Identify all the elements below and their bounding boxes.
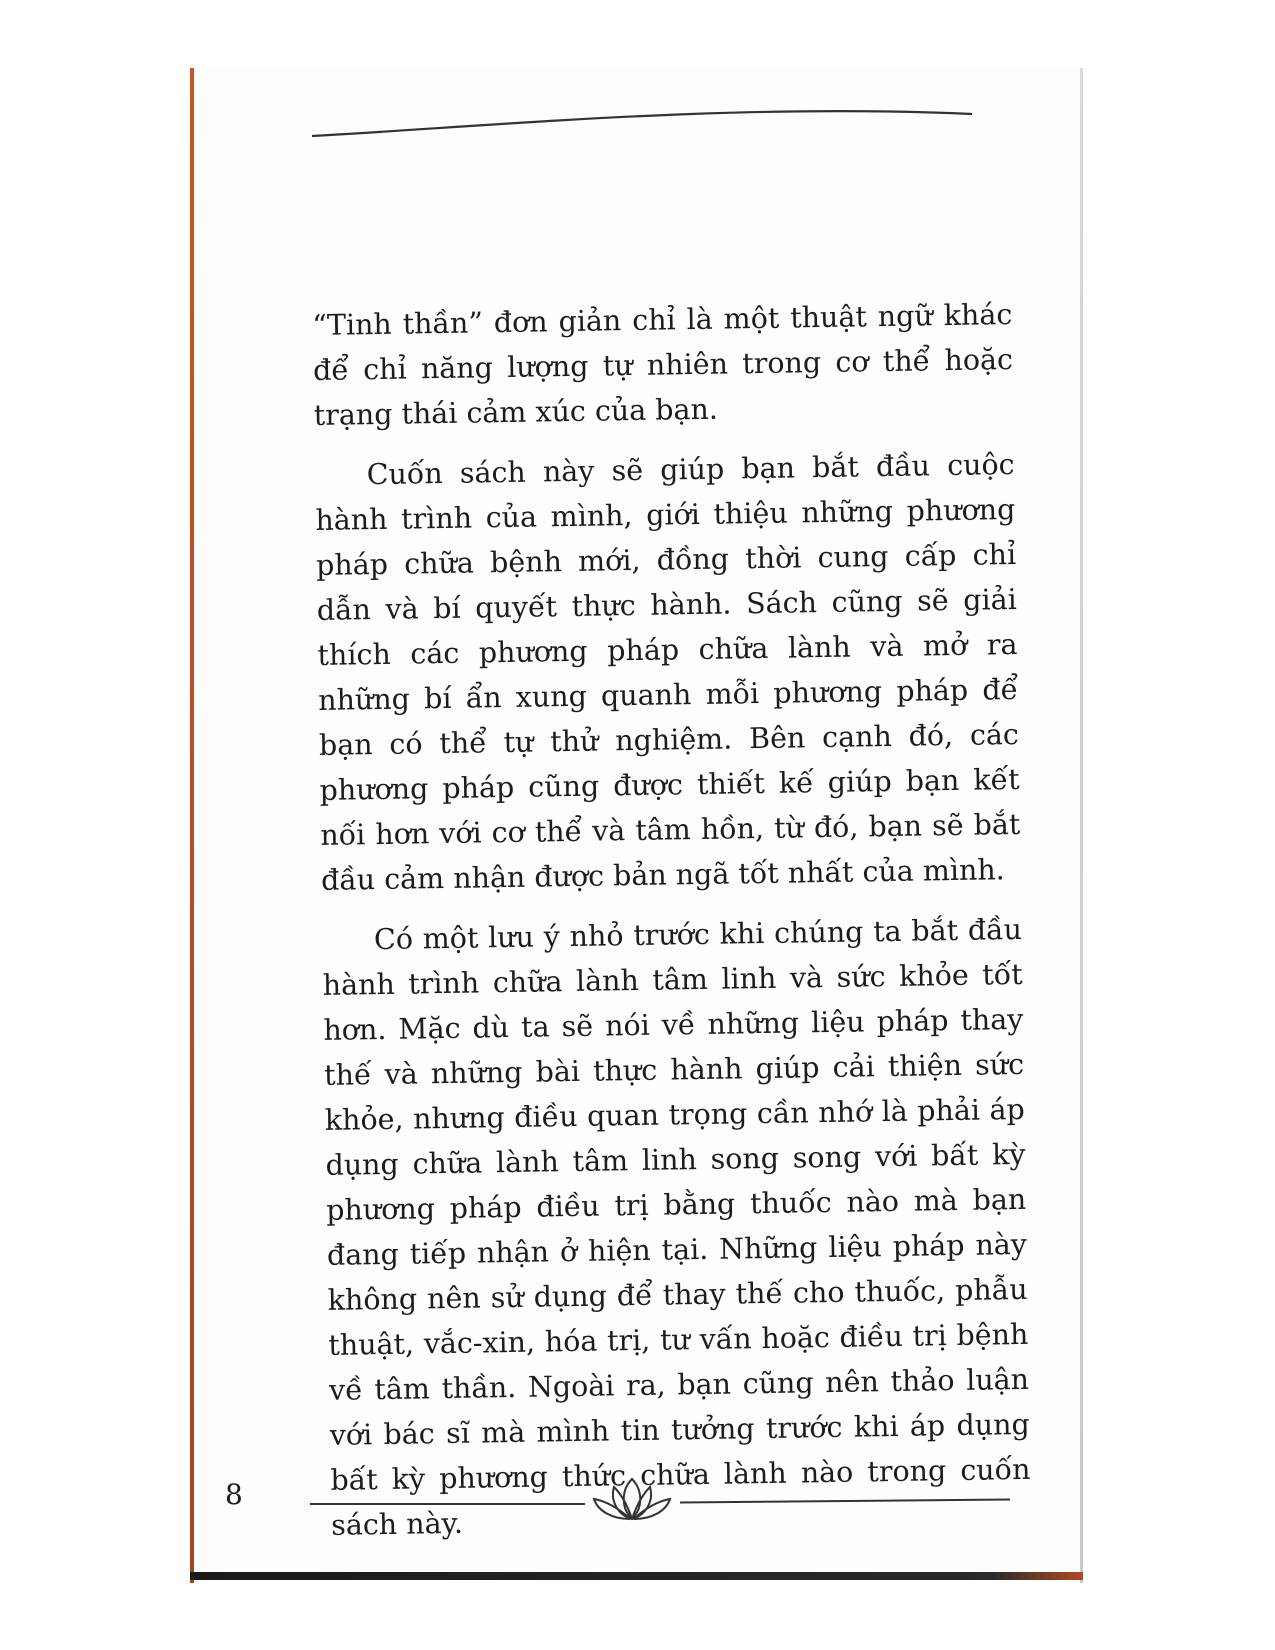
header-curved-rule <box>312 98 1012 148</box>
page-number: 8 <box>225 1478 243 1511</box>
footer-rule-right <box>680 1499 1010 1504</box>
paragraph-2: Cuốn sách này sẽ giúp bạn bắt đầu cuộc hành trình của mình, giới thiệu những phương pháp chữa bệnh mới, đồng thời cung cấp chỉ dẫn và bí quyết thực hành. Sách cũng sẽ giải thích các phương pháp chữa lành và mở ra những bí ẩn xung quanh mỗi phương pháp để bạn có thể tự thử nghiệm. Bên cạnh đó, các phương pháp cũng được thiết kế giúp bạn kết nối hơn với cơ thể và tâm hồn, từ đó, bạn sẽ bắt đầu cảm nhận được bản ngã tốt nhất của mình. <box>315 447 1021 897</box>
paragraph-1: “Tinh thần” đơn giản chỉ là một thuật ngữ khác để chỉ năng lượng tự nhiên trong cơ thể hoặc trạng thái cảm xúc của bạn. <box>312 298 1014 432</box>
paragraph-3: Có một lưu ý nhỏ trước khi chúng ta bắt đầu hành trình chữa lành tâm linh và sức khỏe tốt hơn. Mặc dù ta sẽ nói về những liệu pháp thay thế và những bài thực hành giúp cải thiện sức khỏe, nhưng điều quan trọng cần nhớ là phải áp dụng chữa lành tâm linh song song với bất kỳ phương pháp điều trị bằng thuốc nào mà bạn đang tiếp nhận ở hiện tại. Những liệu pháp này không nên sử dụng để thay thế cho thuốc, phẫu thuật, vắc-xin, hóa trị, tư vấn hoặc điều trị bệnh về tâm thần. Ngoài ra, bạn cũng nên thảo luận với bác sĩ mà mình tin tưởng trước khi áp dụng bất kỳ phương thức chữa lành nào trong cuốn sách này. <box>322 912 1031 1542</box>
footer-rule-left <box>310 1503 585 1505</box>
lotus-icon <box>590 1475 675 1523</box>
page-body <box>312 292 1031 1548</box>
book-cover-edge-left <box>190 68 194 1583</box>
book-page-edge-right <box>1080 68 1083 1583</box>
page-footer <box>225 1470 1015 1530</box>
book-cover-edge-bottom <box>190 1572 1083 1580</box>
